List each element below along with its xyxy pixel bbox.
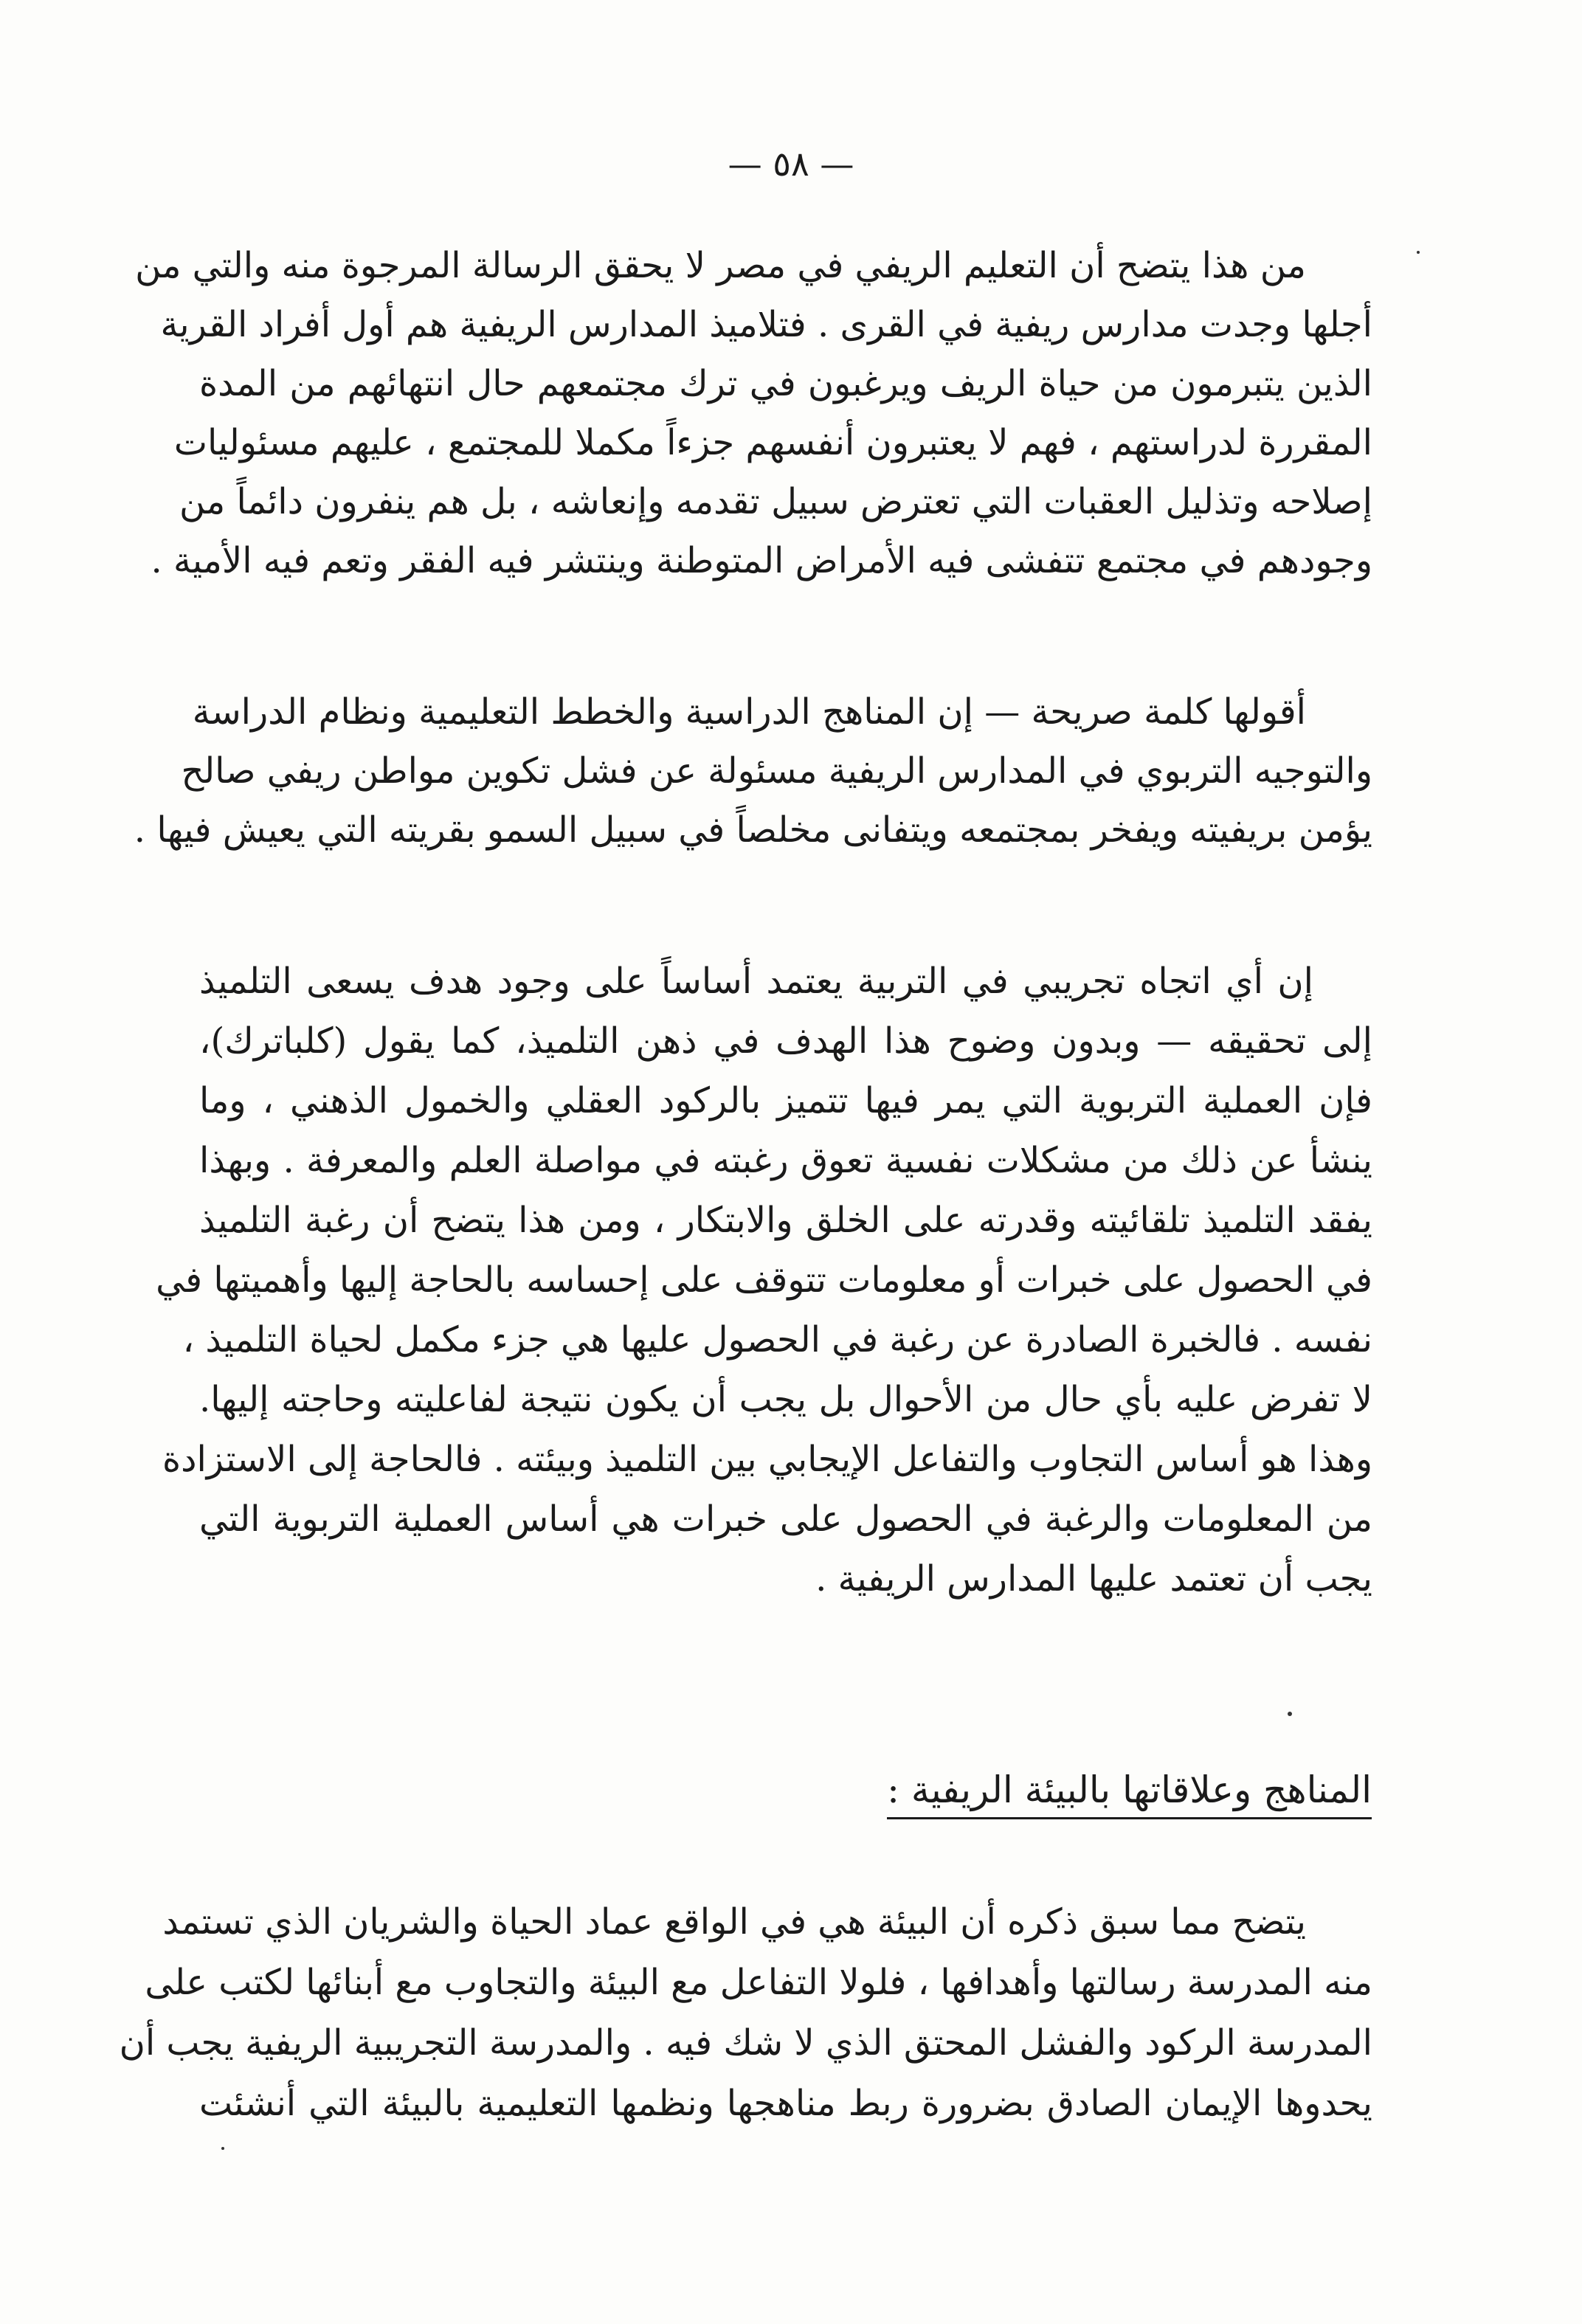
scan-speck — [1417, 251, 1420, 254]
paragraph-2 — [134, 690, 1372, 852]
text-line: والتوجيه التربوي في المدارس الريفية مسئولة عن فشل تكوين مواطن ريفي صالح — [181, 750, 1372, 792]
scan-speck — [221, 2147, 224, 2150]
text-line: أقولها كلمة صريحة — إن المناهج الدراسية والخطط التعليمية ونظام الدراسة — [192, 691, 1306, 733]
text-line: نفسه . فالخبرة الصادرة عن رغبة في الحصول عليها هي جزء مكمل لحياة التلميذ ، — [182, 1319, 1372, 1360]
page-number: — ٥٨ — — [728, 144, 854, 184]
text-line: وهذا هو أساس التجاوب والتفاعل الإيجابي بين التلميذ وبيئته . فالحاجة إلى الاستزادة — [162, 1439, 1372, 1480]
text-line: المدرسة الركود والفشل المحتق الذي لا شك فيه . والمدرسة التجريبية الريفية يجب أن — [119, 2022, 1372, 2064]
text-line: فإن العملية التربوية التي يمر فيها تتميز بالركود العقلي والخمول الذهني ، وما — [199, 1080, 1372, 1121]
text-line: إلى تحقيقه — وبدون وضوح هذا الهدف في ذهن التلميذ، كما يقول (كلباترك)، — [199, 1020, 1372, 1062]
text-line: في الحصول على خبرات أو معلومات تتوقف على إحساسه بالحاجة إليها وأهميتها في — [156, 1259, 1372, 1301]
text-line: الذين يتبرمون من حياة الريف ويرغبون في ترك مجتمعهم حال انتهائهم من المدة — [199, 363, 1372, 404]
paragraph-3 — [156, 959, 1372, 1601]
text-line: من المعلومات والرغبة في الحصول على خبرات هي أساس العملية التربوية التي — [199, 1498, 1372, 1540]
text-line: يتضح مما سبق ذكره أن البيئة هي في الواقع عماد الحياة والشريان الذي تستمد — [162, 1901, 1306, 1943]
text-line: منه المدرسة رسالتها وأهدافها ، فلولا التفاعل مع البيئة والتجاوب مع أبنائها لكتب على — [145, 1962, 1372, 2003]
text-line: يحدوها الإيمان الصادق بضرورة ربط مناهجها ونظمها التعليمية بالبيئة التي أنشئت — [199, 2083, 1372, 2124]
paragraph-4 — [119, 1900, 1372, 2126]
text-line: المقررة لدراستهم ، فهم لا يعتبرون أنفسهم جزءاً مكملا للمجتمع ، عليهم مسئوليات — [173, 422, 1372, 463]
text-line: لا تفرض عليه بأي حال من الأحوال بل يجب أن يكون نتيجة لفاعليته وحاجته إليها. — [199, 1379, 1372, 1420]
text-line: يجب أن تعتمد عليها المدارس الريفية . — [815, 1558, 1372, 1600]
text-line: أجلها وجدت مدارس ريفية في القرى . فتلاميذ المدارس الريفية هم أول أفراد القرية — [160, 304, 1372, 345]
paragraph-1 — [135, 243, 1372, 583]
text-line: إصلاحه وتذليل العقبات التي تعترض سبيل تقدمه وإنعاشه ، بل هم ينفرون دائماً من — [179, 481, 1372, 522]
section-heading: المناهج وعلاقاتها بالبيئة الريفية : — [887, 1767, 1372, 1819]
text-line: ينشأ عن ذلك من مشكلات نفسية تعوق رغبته في مواصلة العلم والمعرفة . وبهذا — [199, 1140, 1372, 1181]
text-line: إن أي اتجاه تجريبي في التربية يعتمد أساساً على وجود هدف يسعى التلميذ — [199, 961, 1313, 1002]
text-line: يفقد التلميذ تلقائيته وقدرته على الخلق والابتكار ، ومن هذا يتضح أن رغبة التلميذ — [199, 1200, 1372, 1241]
scan-speck — [1288, 1712, 1292, 1716]
text-line: يؤمن بريفيته ويفخر بمجتمعه ويتفانى مخلصاً في سبيل السمو بقريته التي يعيش فيها . — [134, 809, 1372, 851]
text-line: وجودهم في مجتمع تتفشى فيه الأمراض المتوطنة وينتشر فيه الفقر وتعم فيه الأمية . — [151, 540, 1372, 581]
text-line: من هذا يتضح أن التعليم الريفي في مصر لا يحقق الرسالة المرجوة منه والتي من — [135, 245, 1306, 286]
